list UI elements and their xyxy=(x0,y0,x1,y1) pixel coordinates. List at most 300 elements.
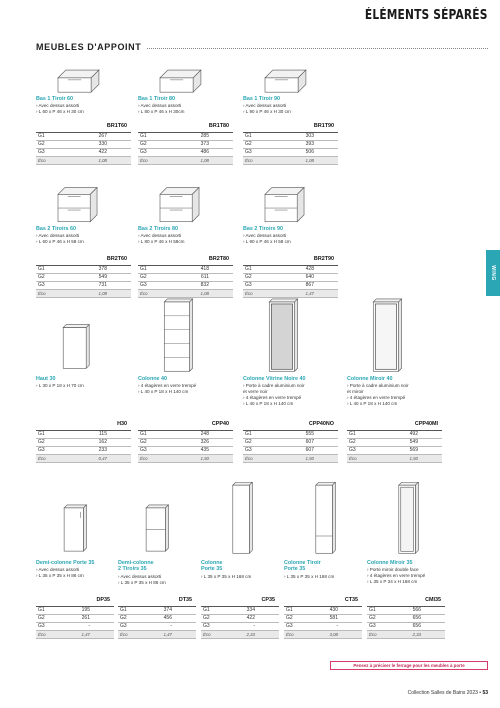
product-name xyxy=(243,96,280,102)
table-row xyxy=(36,606,114,614)
product-code: BR1T90 xyxy=(243,123,338,132)
table-row xyxy=(118,622,196,630)
eco-value: 1,50 xyxy=(371,454,442,462)
grade-label: G2 xyxy=(36,140,60,148)
description-line: › L 35 x P 34 x H 168 cm xyxy=(367,579,418,584)
table-row xyxy=(201,622,279,630)
product-name-line: Colonne Tiroir xyxy=(284,560,321,566)
grade-label: G3 xyxy=(118,622,138,630)
product-name xyxy=(243,226,283,232)
product-name-line: Bas 2 Tiroirs 80 xyxy=(138,226,179,232)
price-value: 566 xyxy=(387,606,445,614)
price-value: 555 xyxy=(267,430,338,438)
price-value: - xyxy=(138,622,196,630)
eco-row xyxy=(138,454,233,462)
price-table xyxy=(243,256,338,298)
price-value: - xyxy=(304,622,362,630)
grade-label: G1 xyxy=(36,606,56,614)
product-name-line: Colonne Vitrine Noire 40 xyxy=(243,376,306,382)
product-image xyxy=(54,482,100,559)
table-row xyxy=(138,438,233,446)
table-row xyxy=(118,614,196,622)
table-row xyxy=(243,148,338,156)
table-row xyxy=(284,622,362,630)
table-row xyxy=(36,265,131,273)
product-description xyxy=(347,383,409,407)
grade-label: G1 xyxy=(36,132,60,140)
side-tab[interactable] xyxy=(486,250,500,296)
product-image xyxy=(302,482,348,559)
eco-value: 1,50 xyxy=(162,454,233,462)
product-code: BR2T60 xyxy=(36,256,131,265)
price-value: - xyxy=(221,622,279,630)
product-description xyxy=(138,383,196,395)
eco-row xyxy=(347,454,442,462)
eco-row xyxy=(243,156,338,164)
product-image xyxy=(156,298,202,377)
product-name-line: Colonne Miroir 40 xyxy=(347,376,393,382)
grade-label: G1 xyxy=(243,265,267,273)
table-row xyxy=(243,140,338,148)
price-value: 326 xyxy=(162,438,233,446)
grade-label: G1 xyxy=(284,606,304,614)
price-table xyxy=(36,597,114,639)
description-line: › Avec dessus assorti xyxy=(36,567,80,572)
description-line: › L 90 x P 46 x H 58 cm xyxy=(243,239,291,244)
product-name-line: Bas 2 Tiroirs 60 xyxy=(36,226,77,232)
table-row xyxy=(243,132,338,140)
product-image xyxy=(261,298,307,377)
grade-label: G3 xyxy=(36,622,56,630)
product-description xyxy=(243,233,291,245)
product-name xyxy=(243,376,306,382)
grade-label: G2 xyxy=(243,273,267,281)
price-value: 303 xyxy=(267,132,338,140)
eco-label: Éco xyxy=(138,289,162,297)
product-name-line: 2 Tiroirs 35 xyxy=(118,566,147,572)
product-code: DP35 xyxy=(36,597,114,606)
table-row xyxy=(36,622,114,630)
product-code: BR2T80 xyxy=(138,256,233,265)
product-name-line: Colonne Miroir 35 xyxy=(367,560,413,566)
product-name xyxy=(138,226,178,232)
price-value: 486 xyxy=(162,148,233,156)
eco-row xyxy=(36,289,131,297)
table-row xyxy=(284,606,362,614)
price-value: 569 xyxy=(371,446,442,454)
product-image xyxy=(54,186,100,229)
product-description xyxy=(36,383,84,389)
table-row xyxy=(36,438,131,446)
grade-label: G1 xyxy=(243,132,267,140)
section-header xyxy=(36,40,488,54)
table-row xyxy=(36,430,131,438)
eco-value: 1,08 xyxy=(60,289,131,297)
product-image xyxy=(261,68,307,99)
price-value: 334 xyxy=(221,606,279,614)
product-name-line: Bas 2 Tiroirs 90 xyxy=(243,226,284,232)
price-value: 731 xyxy=(60,281,131,289)
grade-label: G1 xyxy=(138,132,162,140)
grade-label: G3 xyxy=(36,446,60,454)
product-name xyxy=(347,376,393,382)
eco-label: Éco xyxy=(367,630,387,638)
grade-label: G2 xyxy=(347,438,371,446)
price-value: 261 xyxy=(56,614,114,622)
eco-row xyxy=(243,454,338,462)
eco-value: 1,47 xyxy=(267,289,338,297)
grade-label: G2 xyxy=(118,614,138,622)
description-line: › 4 étagères en verre trempé xyxy=(243,395,302,400)
description-line: › 4 étagères en verre trempé xyxy=(347,395,406,400)
grade-label: G3 xyxy=(243,281,267,289)
eco-value: 1,47 xyxy=(56,630,114,638)
price-value: 285 xyxy=(162,132,233,140)
description-line: › L 60 x P 46 x H 58 cm xyxy=(36,239,84,244)
table-row xyxy=(138,281,233,289)
price-value: 393 xyxy=(267,140,338,148)
eco-value: 1,47 xyxy=(138,630,196,638)
price-value: 115 xyxy=(60,430,131,438)
price-value: 162 xyxy=(60,438,131,446)
price-value: 867 xyxy=(267,281,338,289)
product-description xyxy=(118,574,166,586)
product-image xyxy=(54,298,100,377)
price-value: 330 xyxy=(60,140,131,148)
price-value: 374 xyxy=(138,606,196,614)
table-row xyxy=(347,430,442,438)
price-value: 373 xyxy=(162,140,233,148)
description-line: › L 35 x P 35 x H 168 cm xyxy=(284,574,335,579)
product-description xyxy=(367,567,425,585)
grade-label: G2 xyxy=(36,614,56,622)
price-table xyxy=(201,597,279,639)
price-value: 581 xyxy=(304,614,362,622)
page-title: ÉLÉMENTS SÉPARÉS xyxy=(365,8,488,23)
price-value: 267 xyxy=(60,132,131,140)
product-name xyxy=(138,96,175,102)
product-code: DT35 xyxy=(118,597,196,606)
eco-label: Éco xyxy=(138,156,162,164)
description-line: › Avec dessus assorti xyxy=(118,574,162,579)
product-description xyxy=(243,383,305,407)
grade-label: G3 xyxy=(138,281,162,289)
grade-label: G2 xyxy=(36,273,60,281)
price-table xyxy=(243,421,338,463)
description-line: › L 80 x P 46 x H 58cm xyxy=(138,239,185,244)
grade-label: G3 xyxy=(138,148,162,156)
price-table xyxy=(118,597,196,639)
eco-row xyxy=(284,630,362,638)
description-line: › Avec dessus assorti xyxy=(138,233,182,238)
product-name-line: Demi-colonne Porte 35 xyxy=(36,560,95,566)
product-name-line: Demi-colonne xyxy=(118,560,154,566)
product-name xyxy=(36,560,94,566)
description-line: › Avec dessus assorti xyxy=(36,103,80,108)
price-table xyxy=(243,123,338,165)
description-line: › L 30 x P 18 x H 70 cm xyxy=(36,383,84,388)
grade-label: G1 xyxy=(347,430,371,438)
grade-label: G3 xyxy=(243,446,267,454)
product-name-line: Bas 1 Tiroir 90 xyxy=(243,96,281,102)
grade-label: G2 xyxy=(284,614,304,622)
product-image xyxy=(261,186,307,229)
description-line: › Avec dessus assorti xyxy=(243,233,287,238)
table-row xyxy=(243,281,338,289)
section-title: MEUBLES D'APPOINT xyxy=(36,42,142,52)
table-row xyxy=(138,140,233,148)
grade-label: G1 xyxy=(36,430,60,438)
price-value: 607 xyxy=(267,446,338,454)
product-description xyxy=(138,103,184,115)
description-line: › L 35 x P 35 x H 168 cm xyxy=(201,574,252,579)
price-value: 248 xyxy=(162,430,233,438)
description-line: › Porte à cadre aluminium noir xyxy=(243,383,305,388)
description-line: › L 60 x P 46 x H 30 cm xyxy=(36,109,84,114)
eco-value: 1,50 xyxy=(267,454,338,462)
price-value: 640 xyxy=(267,273,338,281)
grade-label: G2 xyxy=(243,140,267,148)
eco-value: 1,08 xyxy=(162,289,233,297)
table-row xyxy=(367,622,445,630)
table-row xyxy=(138,132,233,140)
price-table xyxy=(138,421,233,463)
eco-value: 0,47 xyxy=(60,454,131,462)
grade-label: G2 xyxy=(138,438,162,446)
product-code: CPP40MI xyxy=(347,421,442,430)
price-value: 430 xyxy=(304,606,362,614)
page-footer xyxy=(408,690,488,696)
eco-row xyxy=(36,156,131,164)
eco-label: Éco xyxy=(36,630,56,638)
price-value: 422 xyxy=(60,148,131,156)
product-code: BR1T80 xyxy=(138,123,233,132)
table-row xyxy=(138,265,233,273)
product-name xyxy=(367,560,413,566)
price-value: 832 xyxy=(162,281,233,289)
table-row xyxy=(36,132,131,140)
description-line: › L 80 x P 46 x H 30cm xyxy=(138,109,185,114)
product-code: CPP40 xyxy=(138,421,233,430)
footer-text: Collection Salles de Bains 2023 • xyxy=(407,690,483,696)
table-row xyxy=(201,606,279,614)
product-name xyxy=(138,376,167,382)
table-row xyxy=(243,430,338,438)
product-image xyxy=(365,298,411,377)
eco-label: Éco xyxy=(347,454,371,462)
price-table xyxy=(138,256,233,298)
price-value: 492 xyxy=(371,430,442,438)
product-name xyxy=(284,560,321,572)
table-row xyxy=(243,438,338,446)
price-value: 456 xyxy=(138,614,196,622)
eco-label: Éco xyxy=(243,156,267,164)
description-line: › L 35 x P 35 x H 86 cm xyxy=(36,573,84,578)
product-name xyxy=(36,96,73,102)
eco-label: Éco xyxy=(36,289,60,297)
product-code: BR1T60 xyxy=(36,123,131,132)
grade-label: G2 xyxy=(367,614,387,622)
product-image xyxy=(385,482,431,559)
table-row xyxy=(243,265,338,273)
table-row xyxy=(36,446,131,454)
description-line: › Porte à cadre aluminium noir xyxy=(347,383,409,388)
eco-value: 2,33 xyxy=(221,630,279,638)
product-description xyxy=(201,574,251,580)
price-table xyxy=(367,597,445,639)
grade-label: G3 xyxy=(243,148,267,156)
table-row xyxy=(243,446,338,454)
price-value: 506 xyxy=(267,148,338,156)
product-name-line: Bas 1 Tiroir 60 xyxy=(36,96,74,102)
grade-label: G2 xyxy=(201,614,221,622)
product-description xyxy=(138,233,184,245)
eco-label: Éco xyxy=(36,156,60,164)
grade-label: G3 xyxy=(284,622,304,630)
price-value: 422 xyxy=(221,614,279,622)
product-code: CT35 xyxy=(284,597,362,606)
product-image xyxy=(156,186,202,229)
product-code: CPP40NO xyxy=(243,421,338,430)
product-code: H30 xyxy=(36,421,131,430)
table-row xyxy=(138,273,233,281)
table-row xyxy=(138,446,233,454)
eco-row xyxy=(243,289,338,297)
description-line: › L 35 x P 35 x H 86 cm xyxy=(118,580,166,585)
description-line: › 4 étagères en verre trempé xyxy=(367,573,426,578)
price-value: 418 xyxy=(162,265,233,273)
grade-label: G3 xyxy=(367,622,387,630)
product-code: BR2T90 xyxy=(243,256,338,265)
section-divider xyxy=(147,48,488,49)
eco-row xyxy=(36,454,131,462)
description-line: › L 40 x P 18 x H 140 cm xyxy=(243,401,294,406)
product-name xyxy=(118,560,154,572)
product-description xyxy=(36,233,84,245)
description-line: › Avec dessus assorti xyxy=(243,103,287,108)
table-row xyxy=(347,446,442,454)
price-table xyxy=(284,597,362,639)
price-value: 656 xyxy=(387,622,445,630)
eco-value: 1,08 xyxy=(162,156,233,164)
grade-label: G1 xyxy=(243,430,267,438)
description-line: et verre noir xyxy=(243,389,268,394)
price-table xyxy=(36,256,131,298)
price-value: 435 xyxy=(162,446,233,454)
description-line: › 4 étagères en verre trempé xyxy=(138,383,197,388)
product-description xyxy=(36,567,84,579)
price-table xyxy=(138,123,233,165)
table-row xyxy=(36,140,131,148)
product-name-line: Haut 30 xyxy=(36,376,56,382)
product-description xyxy=(36,103,84,115)
grade-label: G3 xyxy=(347,446,371,454)
grade-label: G1 xyxy=(36,265,60,273)
price-value: 549 xyxy=(371,438,442,446)
page-number: 53 xyxy=(482,690,488,696)
table-row xyxy=(243,273,338,281)
table-row xyxy=(36,148,131,156)
grade-label: G3 xyxy=(138,446,162,454)
grade-label: G2 xyxy=(138,140,162,148)
table-row xyxy=(138,430,233,438)
eco-row xyxy=(201,630,279,638)
grade-label: G2 xyxy=(138,273,162,281)
eco-label: Éco xyxy=(201,630,221,638)
table-row xyxy=(367,614,445,622)
eco-label: Éco xyxy=(284,630,304,638)
grade-label: G3 xyxy=(201,622,221,630)
product-name xyxy=(201,560,223,572)
product-code: CP35 xyxy=(201,597,279,606)
table-row xyxy=(201,614,279,622)
grade-label: G1 xyxy=(367,606,387,614)
price-table xyxy=(36,123,131,165)
price-value: 656 xyxy=(387,614,445,622)
eco-label: Éco xyxy=(138,454,162,462)
eco-value: 2,33 xyxy=(387,630,445,638)
table-row xyxy=(138,148,233,156)
product-name-line: Porte 35 xyxy=(284,566,306,572)
product-name-line: Colonne 40 xyxy=(138,376,168,382)
description-line: › L 40 x P 18 x H 140 cm xyxy=(347,401,398,406)
grade-label: G1 xyxy=(138,430,162,438)
price-value: 549 xyxy=(60,273,131,281)
table-row xyxy=(367,606,445,614)
description-line: › L 90 x P 46 x H 30 cm xyxy=(243,109,291,114)
side-tab-label: WING xyxy=(490,265,496,281)
eco-label: Éco xyxy=(36,454,60,462)
eco-value: 1,08 xyxy=(60,156,131,164)
product-name-line: Porte 35 xyxy=(201,566,223,572)
table-row xyxy=(118,606,196,614)
table-row xyxy=(284,614,362,622)
description-line: › Porte miroir double face xyxy=(367,567,419,572)
grade-label: G2 xyxy=(243,438,267,446)
product-name-line: Colonne xyxy=(201,560,223,566)
grade-label: G3 xyxy=(36,148,60,156)
eco-row xyxy=(118,630,196,638)
price-value: 428 xyxy=(267,265,338,273)
price-value: 195 xyxy=(56,606,114,614)
description-line: › Avec dessus assorti xyxy=(36,233,80,238)
grade-label: G3 xyxy=(36,281,60,289)
description-line: › Avec dessus assorti xyxy=(138,103,182,108)
description-line: › L 40 x P 18 x H 140 cm xyxy=(138,389,189,394)
product-name xyxy=(36,376,55,382)
eco-label: Éco xyxy=(243,454,267,462)
price-table xyxy=(347,421,442,463)
eco-row xyxy=(367,630,445,638)
product-description xyxy=(243,103,291,115)
product-name-line: Bas 1 Tiroir 80 xyxy=(138,96,176,102)
grade-label: G2 xyxy=(36,438,60,446)
eco-label: Éco xyxy=(243,289,267,297)
description-line: et miroir xyxy=(347,389,364,394)
eco-value: 3,08 xyxy=(304,630,362,638)
eco-value: 1,08 xyxy=(267,156,338,164)
notice-box: Pensez à préciser le ferrage pour les meubles à porte xyxy=(330,661,488,670)
eco-row xyxy=(138,289,233,297)
table-row xyxy=(36,614,114,622)
product-image xyxy=(156,68,202,99)
product-image xyxy=(219,482,265,559)
table-row xyxy=(36,273,131,281)
product-name xyxy=(36,226,76,232)
table-row xyxy=(347,438,442,446)
price-value: 607 xyxy=(267,438,338,446)
price-value: - xyxy=(56,622,114,630)
